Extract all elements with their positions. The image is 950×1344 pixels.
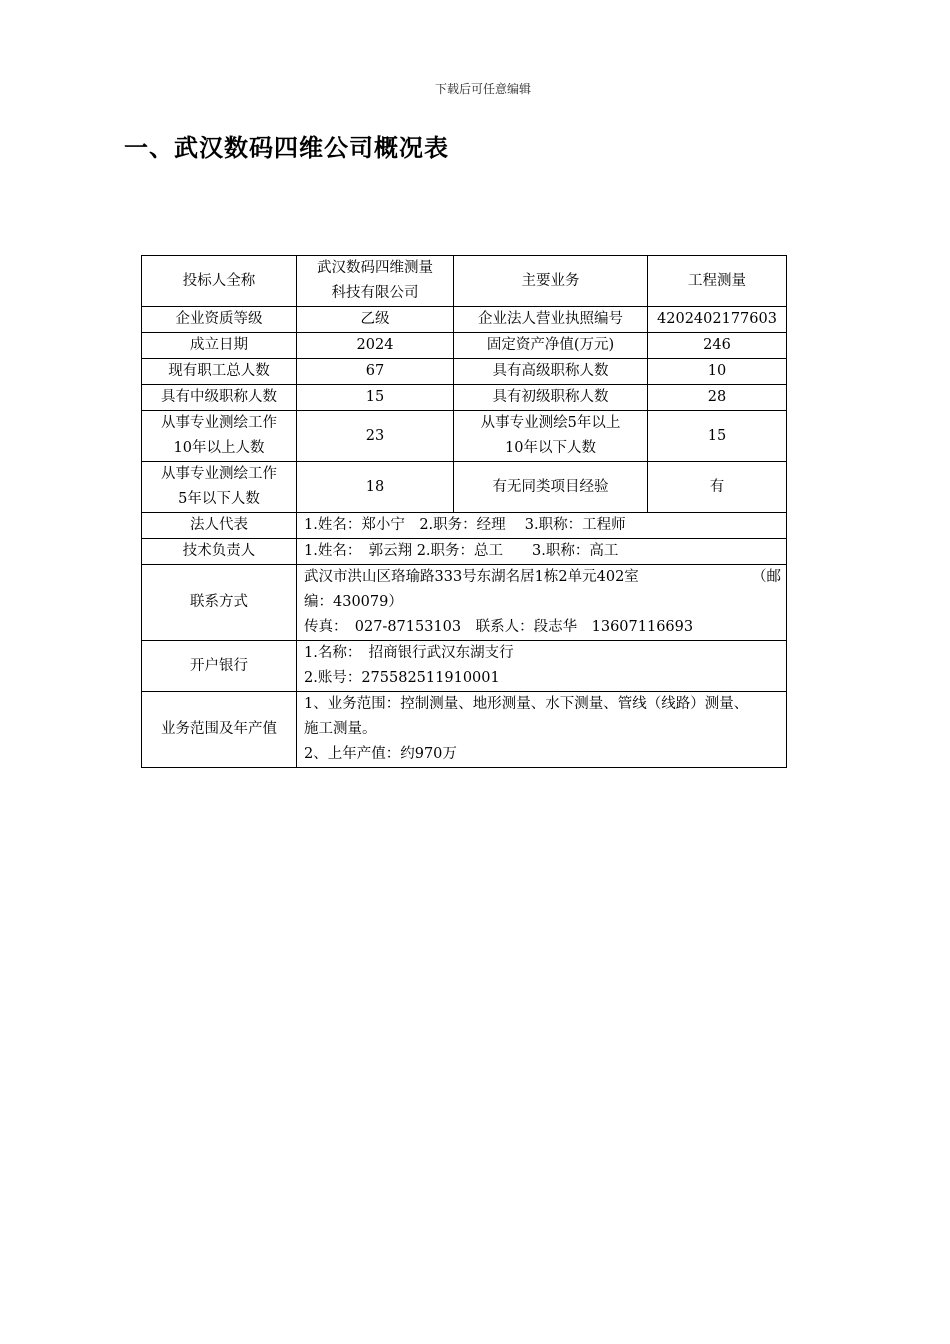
label-cell [454,411,648,462]
scope-line: 1、业务范围：控制测量、地形测量、水下测量、管线（线路）测量、 [304,696,749,712]
bank-name-line: 1.名称： 招商银行武汉东湖支行 [304,645,514,661]
label-cell: 具有中级职称人数 [142,385,297,411]
label-cell: 具有高级职称人数 [454,359,648,385]
label-cell: 企业法人营业执照编号 [454,307,648,333]
label-cell: 成立日期 [142,333,297,359]
label-line: 10年以下人数 [505,440,596,456]
value-cell: 15 [297,385,454,411]
label-cell: 开户银行 [142,641,297,692]
value-cell: 4202402177603 [648,307,787,333]
label-cell: 现有职工总人数 [142,359,297,385]
bank-account-line: 2.账号：275582511910001 [304,670,500,686]
value-cell: 乙级 [297,307,454,333]
business-scope-cell [297,692,787,768]
label-line: 5年以下人数 [178,491,260,507]
table-row [142,359,787,385]
value-cell: 2024 [297,333,454,359]
label-line: 从事专业测绘5年以上 [480,415,621,431]
output-value-line: 2、上年产值：约970万 [304,746,457,762]
value-cell: 工程测量 [648,256,787,307]
table-row [142,307,787,333]
company-name-line: 武汉数码四维测量 [317,260,433,276]
table-row [142,411,787,462]
postcode-open: （邮 [752,569,781,585]
value-cell: 10 [648,359,787,385]
postcode-line: 编：430079） [304,594,403,610]
phone-line: 传真： 027-87153103 联系人：段志华 13607116693 [304,619,694,635]
label-cell: 业务范围及年产值 [142,692,297,768]
header-note: 下载后可任意编辑 [434,82,531,96]
table-row [142,539,787,565]
label-cell: 主要业务 [454,256,648,307]
value-cell: 67 [297,359,454,385]
table-row [142,513,787,539]
contact-cell [297,565,787,641]
label-cell: 投标人全称 [142,256,297,307]
table-row [142,641,787,692]
company-name-line: 科技有限公司 [331,285,419,301]
table-row [142,462,787,513]
label-cell: 联系方式 [142,565,297,641]
label-cell: 企业资质等级 [142,307,297,333]
scope-line: 施工测量。 [304,721,377,737]
label-cell: 有无同类项目经验 [454,462,648,513]
table-row [142,692,787,768]
label-line: 10年以上人数 [173,440,265,456]
table-row [142,256,787,307]
table-row [142,565,787,641]
label-cell [142,462,297,513]
value-cell: 23 [297,411,454,462]
label-cell [142,411,297,462]
value-cell: 246 [648,333,787,359]
value-cell [297,256,454,307]
value-cell: 15 [648,411,787,462]
bank-cell [297,641,787,692]
label-line: 从事专业测绘工作 [161,466,277,482]
technical-lead-cell: 1.姓名： 郭云翔 2.职务：总工 3.职称：高工 [297,539,787,565]
table-row [142,385,787,411]
value-cell: 有 [648,462,787,513]
address-line [304,565,781,590]
legal-representative-cell: 1.姓名：郑小宁 2.职务：经理 3.职称：工程师 [297,513,787,539]
label-cell: 法人代表 [142,513,297,539]
address-text: 武汉市洪山区珞瑜路333号东湖名居1栋2单元402室 [304,569,639,585]
table-row [142,333,787,359]
label-cell: 技术负责人 [142,539,297,565]
value-cell: 18 [297,462,454,513]
label-cell: 固定资产净值(万元) [454,333,648,359]
company-overview-table [141,255,787,768]
label-cell: 具有初级职称人数 [454,385,648,411]
page-title: 一、武汉数码四维公司概况表 [124,134,449,162]
label-line: 从事专业测绘工作 [161,415,277,431]
value-cell: 28 [648,385,787,411]
